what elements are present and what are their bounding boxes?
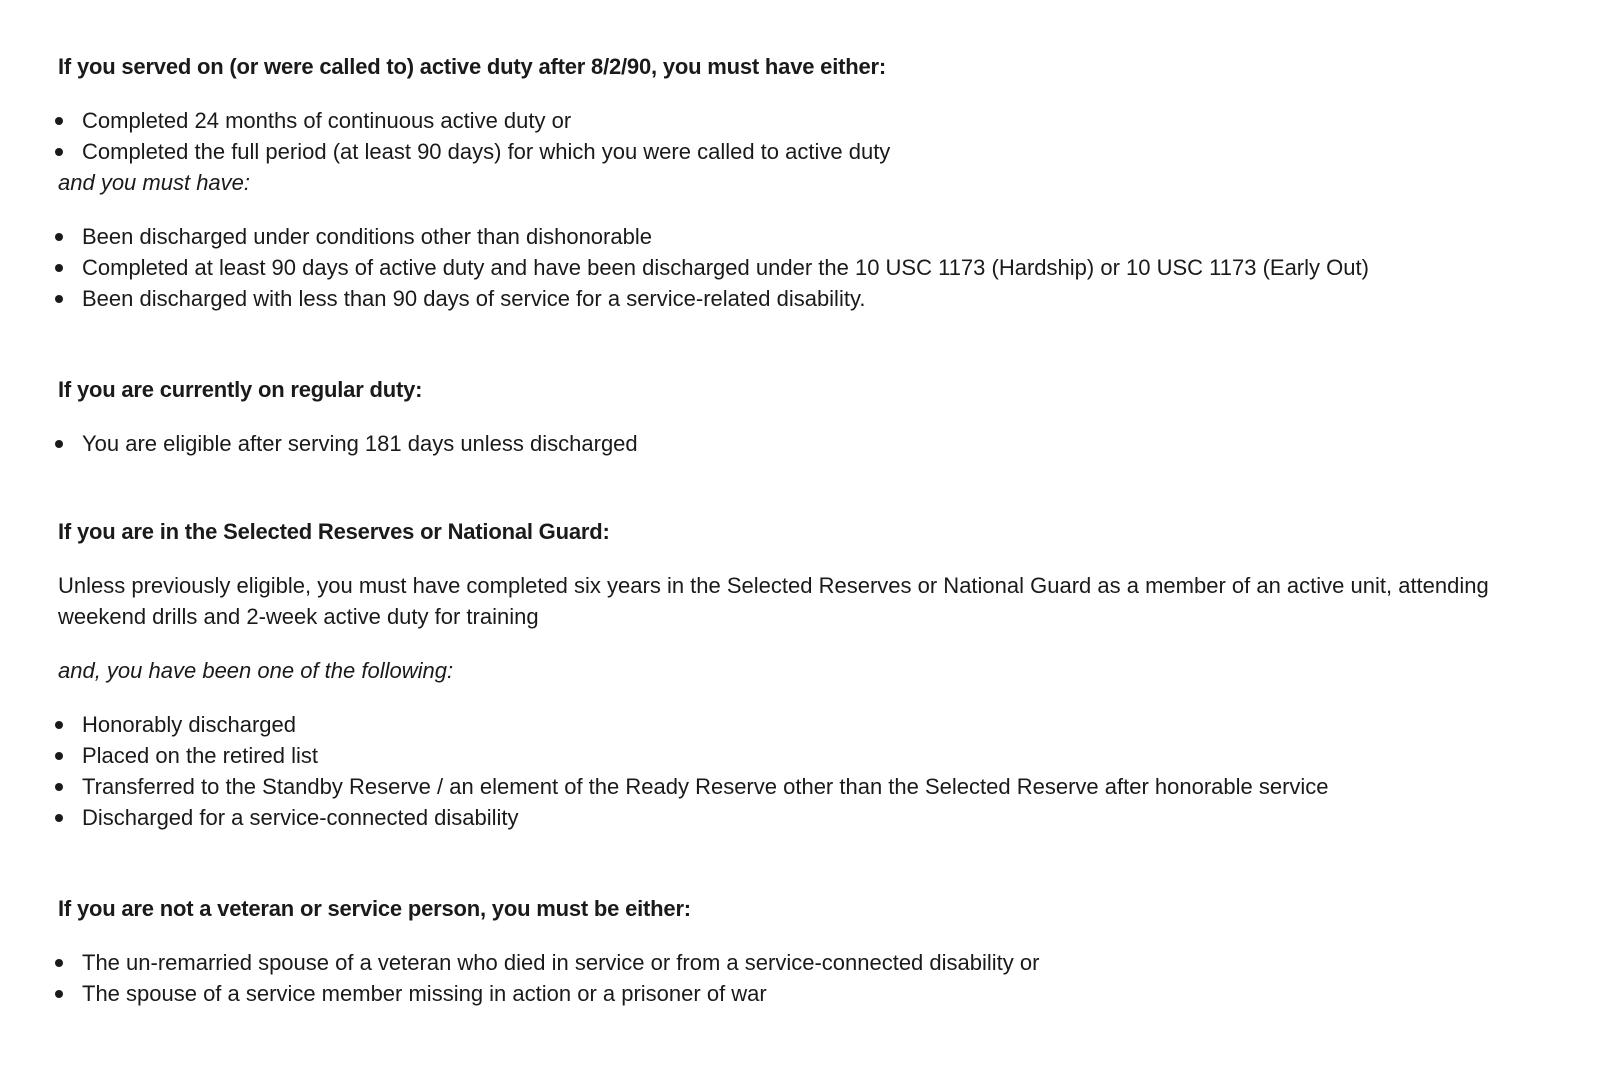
section-reserves xyxy=(58,516,1540,833)
list-item: Been discharged with less than 90 days of service for a service-related disability. xyxy=(58,283,1540,314)
list-item: You are eligible after serving 181 days unless discharged xyxy=(58,428,1540,459)
connector-text: and, you have been one of the following: xyxy=(58,658,454,683)
list-item: Discharged for a service-connected disability xyxy=(58,802,1540,833)
connector-text: and you must have: xyxy=(58,170,251,195)
bullet-list xyxy=(58,221,1540,314)
section-heading: If you are currently on regular duty: xyxy=(58,377,423,402)
list-item: The spouse of a service member missing in action or a prisoner of war xyxy=(58,978,1540,1009)
bullet-list xyxy=(58,105,1540,167)
list-item: Completed the full period (at least 90 days) for which you were called to active duty xyxy=(58,136,1540,167)
list-item: Placed on the retired list xyxy=(58,740,1540,771)
paragraph: Unless previously eligible, you must have completed six years in the Selected Reserves or National Guard as a member of an active unit, attending weekend drills and 2-week active duty for training xyxy=(58,573,1489,629)
bullet-list xyxy=(58,428,1540,459)
list-item: Honorably discharged xyxy=(58,709,1540,740)
list-item: Completed 24 months of continuous active duty or xyxy=(58,105,1540,136)
list-item: Transferred to the Standby Reserve / an element of the Ready Reserve other than the Selected Reserve after honorable service xyxy=(58,771,1540,802)
list-item: Been discharged under conditions other than dishonorable xyxy=(58,221,1540,252)
section-regular-duty xyxy=(58,374,1540,459)
list-item: The un-remarried spouse of a veteran who died in service or from a service-connected disability or xyxy=(58,947,1540,978)
section-heading: If you served on (or were called to) active duty after 8/2/90, you must have either: xyxy=(58,54,887,79)
bullet-list xyxy=(58,947,1540,1009)
section-heading: If you are in the Selected Reserves or National Guard: xyxy=(58,519,610,544)
bullet-list xyxy=(58,709,1540,833)
list-item: Completed at least 90 days of active duty and have been discharged under the 10 USC 1173 (Hardship) or 10 USC 1173 (Early Out) xyxy=(58,252,1540,283)
section-non-veteran xyxy=(58,893,1540,1009)
section-active-duty xyxy=(58,51,1540,314)
section-heading: If you are not a veteran or service person, you must be either: xyxy=(58,896,691,921)
